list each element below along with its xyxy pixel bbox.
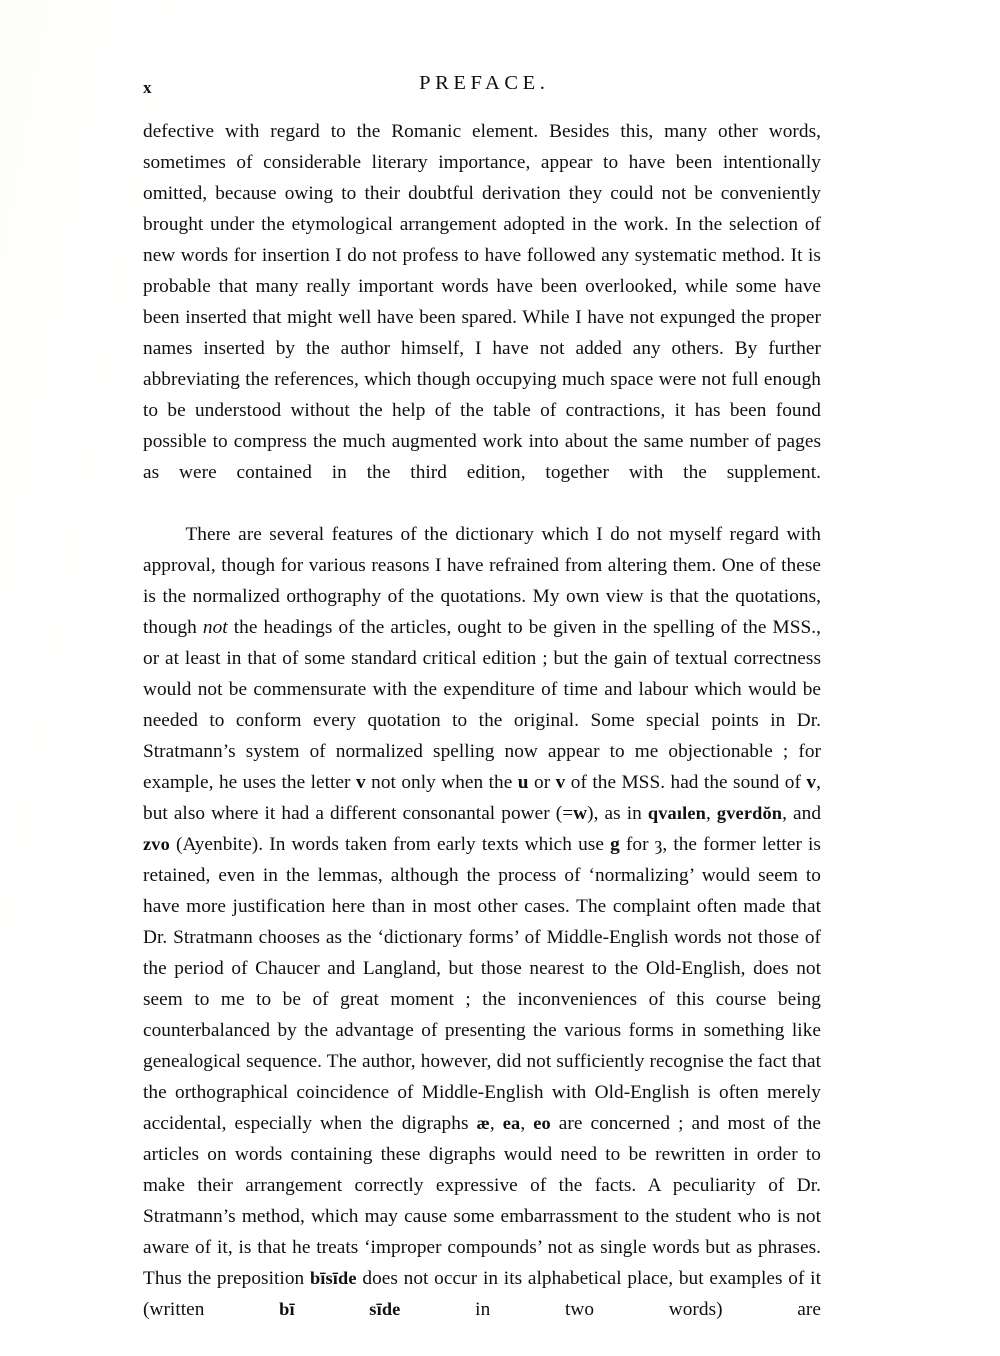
running-head-title: PREFACE. xyxy=(419,72,550,94)
running-head xyxy=(143,72,821,116)
lemma-form: bīsīde xyxy=(309,1268,357,1288)
lemma-form: ea xyxy=(502,1113,521,1133)
lemma-form: æ xyxy=(476,1113,490,1133)
emphasis-bold: v xyxy=(355,772,366,793)
emphasis-italic: not xyxy=(202,617,228,638)
para-1: defective with regard to the Romanic element. Besides this, many other words, sometimes of considerable literary importance, appear to have been intentionally omitted, because owing to their doubtful derivation they could not be conveniently brought under the etymological arrangement adopted in the work. In the selection of new words for insertion I do not profess to have followed any systematic method. It is probable that many really important words have been overlooked, while some have been inserted that might well have been spared. While I have not expunged the proper names inserted by the author himself, I have not added any others. By further abbreviating the references, which though occupying much space were not full enough to be understood without the help of the table of contractions, it has been found possible to compress the much augmented work into about the same number of pages as were contained in the third edition, together with the supplement. xyxy=(143,121,821,483)
para-2: There are several features of the dictionary which I do not myself regard with approval, though for various reasons I have refrained from altering them. One of these is the normalized orthography of the quotations. My own view is that the quotations, though not the headings of the articles, ought to be given in the spelling of the MSS., or at least in that of some standard critical edition ; but the gain of textual correctness would not be commensurate with the expenditure of time and labour which would be needed to conform every quotation to the original. Some special points in Dr. Stratmann’s system of normalized spelling now appear to me objectionable ; for example, he uses the letter v not only when the u or v of the MSS. had the sound of v, but also where it had a different consonantal power (=w), as in qvaılen, gverdŏn, and zvo (Ayenbite). In words taken from early texts which use g for ȝ, the former letter is retained, even in the lemmas, although the process of ‘normalizing’ would seem to have more justification here than in most other cases. The complaint often made that Dr. Stratmann chooses as the ‘dictionary forms’ of Middle-English words not those of the period of Chaucer and Langland, but those nearest to the Old-English, does not seem to me to be of great moment ; the inconveniences of this course being counterbalanced by the advantage of presenting the various forms in something like genealogical sequence. The author, however, did not sufficiently recognise the fact that the orthographical coincidence of Middle-English with Old-English is often merely accidental, especially when the digraphs æ, ea, eo are concerned ; and most of the articles on words containing these digraphs would need to be rewritten in order to make their arrangement correctly expressive of the facts. A peculiarity of Dr. Stratmann’s method, which may cause some embarrassment to the student who is not aware of it, is that he treats ‘improper compounds’ not as single words but as phrases. Thus the preposition bīsīde does not occur in its alphabetical place, but examples of it (written bī sīde in two words) are xyxy=(143,524,822,1320)
emphasis-bold: g xyxy=(610,834,620,855)
lemma-form: gverdŏn xyxy=(716,803,783,823)
lemma-form: zvo xyxy=(143,834,170,854)
page-folio-number: x xyxy=(143,78,152,97)
emphasis-bold: v xyxy=(806,772,817,793)
emphasis-bold: u xyxy=(517,772,529,793)
lemma-form: bī sīde xyxy=(279,1299,401,1319)
emphasis-bold: v xyxy=(555,772,566,793)
body-text xyxy=(143,116,821,1356)
lemma-form: qvaılen xyxy=(647,803,706,823)
emphasis-bold: w xyxy=(573,803,588,824)
text-block xyxy=(143,72,821,1356)
lemma-form: eo xyxy=(533,1113,551,1133)
